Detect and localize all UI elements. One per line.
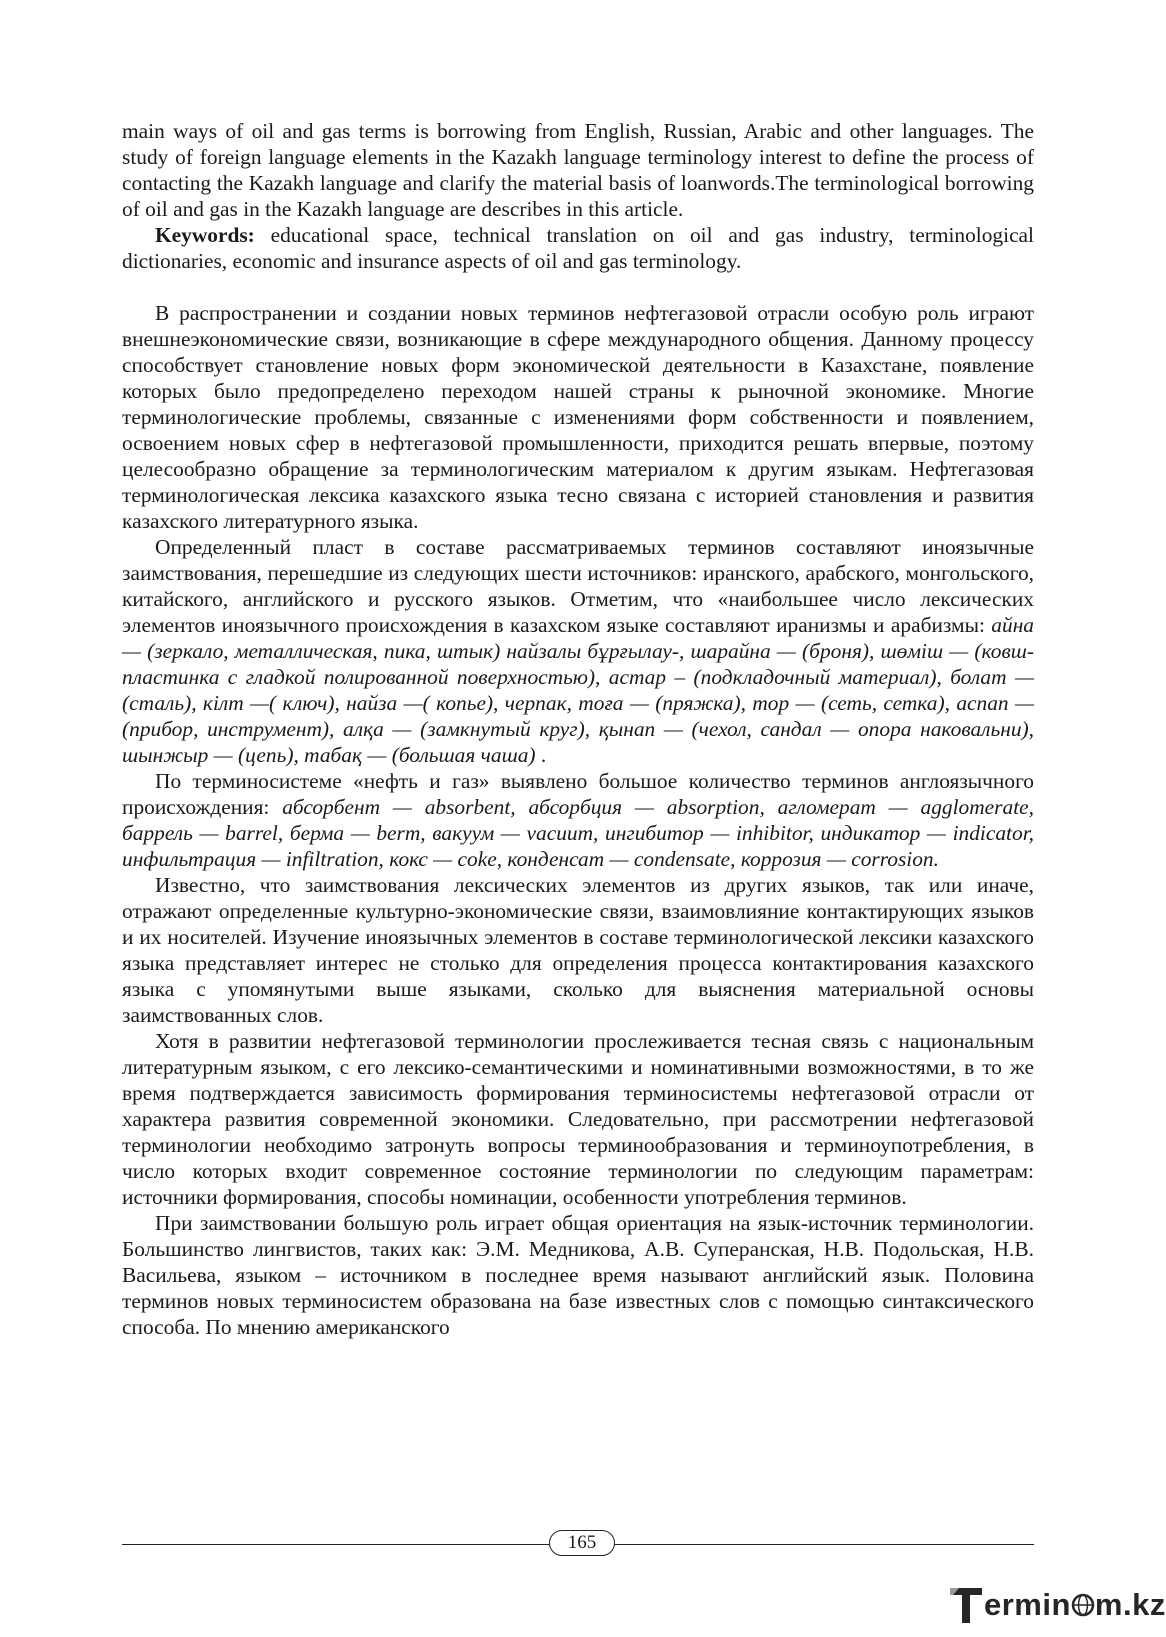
keywords-text: educational space, technical translation on oil and gas industry, terminological dictionaries, economic and insurance aspects of oil and gas terminology. bbox=[122, 223, 1034, 273]
page-number: 165 bbox=[549, 1530, 615, 1556]
t-letter-icon bbox=[948, 1585, 984, 1625]
paragraph-2-end: . bbox=[535, 743, 547, 767]
watermark-text-end: m.kz bbox=[1094, 1587, 1166, 1622]
globe-icon bbox=[1071, 1593, 1095, 1617]
paragraph-6: При заимствовании большую роль играет общая ориентация на язык-источник терминологии. Большинство лингвистов, таких как: Э.М. Медникова, А.В. Суперанская, Н.В. Подольская, Н.В. Васильева, языком – источником в последнее время называют английский язык. Половина терминов новых терминосистем образована на базе известных слов с помощью синтаксического способа. По мнению американского bbox=[122, 1211, 1034, 1339]
page-body bbox=[122, 118, 1034, 1340]
footer-rule-right bbox=[614, 1544, 1034, 1545]
paragraph-5: Хотя в развитии нефтегазовой терминологии прослеживается тесная связь с национальным литературным языком, с его лексико-семантическими и номинативными возможностями, в то же время подтверждается зависимость формирования терминосистемы нефтегазовой отрасли от характера развития современной экономики. Следовательно, при рассмотрении нефтегазовой терминологии необходимо затронуть вопросы терминообразования и терминоупотребления, в число которых входит современное состояние терминологии по следующим параметрам: источники формирования, способы номинации, особенности употребления терминов. bbox=[122, 1029, 1034, 1209]
paragraph-1: В распространении и создании новых терминов нефтегазовой отрасли особую роль играют внешнеэкономические связи, возникающие в сфере международного общения. Данному процессу способствует становление новых форм экономической деятельности в Казахстане, появление которых было предопределено переходом нашей страны к рыночной экономике. Многие терминологические проблемы, связанные с изменениями форм собственности и появлением, освоением новых сфер в нефтегазовой промышленности, приходится решать впервые, поэтому целесообразно обращение за терминологическим материалом к другим языкам. Нефтегазовая терминологическая лексика казахского языка тесно связана с историей становления и развития казахского литературного языка. bbox=[122, 301, 1034, 533]
paragraph-4: Известно, что заимствования лексических элементов из других языков, так или иначе, отражают определенные культурно-экономические связи, взаимовлияние контактирующих языков и их носителей. Изучение иноязычных элементов в составе терминологической лексики казахского языка представляет интерес не столько для определения процесса контактирования казахского языка с упомянутыми выше языками, сколько для выяснения материальной основы заимствованных слов. bbox=[122, 873, 1034, 1027]
paragraph-3-examples: абсорбент — absorbent, абсорбция — absorption, агломерат — agglomerate, баррель — barrel, берма — berm, вакуум — vacuum, ингибитор — inhibitor, индикатор — indicator, инфильтрация — infiltration, кокс — coke, конденсат — condensate, коррозия — corrosion. bbox=[122, 795, 1034, 871]
paragraph-3-intro: По терминосистеме «нефть и газ» выявлено большое количество терминов англоязычного происхождения: bbox=[122, 769, 1034, 819]
keywords-label: Keywords: bbox=[155, 223, 255, 247]
paragraph-2-intro: Определенный пласт в составе рассматриваемых терминов составляют иноязычные заимствования, перешедшие из следующих шести источников: иранского, арабского, монгольского, китайского, английского и русского языков. Отметим, что «наибольшее число лексических элементов иноязычного происхождения в казахском языке составляют иранизмы и арабизмы: bbox=[122, 535, 1034, 637]
paragraph-2 bbox=[122, 534, 1034, 768]
watermark-text-start: ermin bbox=[984, 1587, 1071, 1622]
watermark-logo bbox=[948, 1582, 1166, 1628]
paragraph-3 bbox=[122, 768, 1034, 872]
keywords-paragraph bbox=[122, 222, 1034, 274]
footer-rule-left bbox=[122, 1544, 550, 1545]
section-gap bbox=[122, 274, 1034, 300]
paragraph-2-examples: айна — (зеркало, металлическая, пика, штык) найзалы бұрғылау-, шарайна — (броня), шөміш — (ковш-пластинка с гладкой полированной поверхностью), астар – (подкладочный материал), болат — (сталь), кілт —( ключ), найза —( копье), черпак, тоға — (пряжка), тор — (сеть, сетка), аспап — (прибор, инструмент), алқа — (замкнутый круг), қынап — (чехол, сандал — опора наковальни), шынжыр — (цепь), табақ — (большая чаша) bbox=[122, 613, 1034, 767]
abstract-text: main ways of oil and gas terms is borrowing from English, Russian, Arabic and other languages. The study of foreign language elements in the Kazakh language terminology interest to define the process of contacting the Kazakh language and clarify the material basis of loanwords.The terminological borrowing of oil and gas in the Kazakh language are describes in this article. bbox=[122, 119, 1034, 221]
